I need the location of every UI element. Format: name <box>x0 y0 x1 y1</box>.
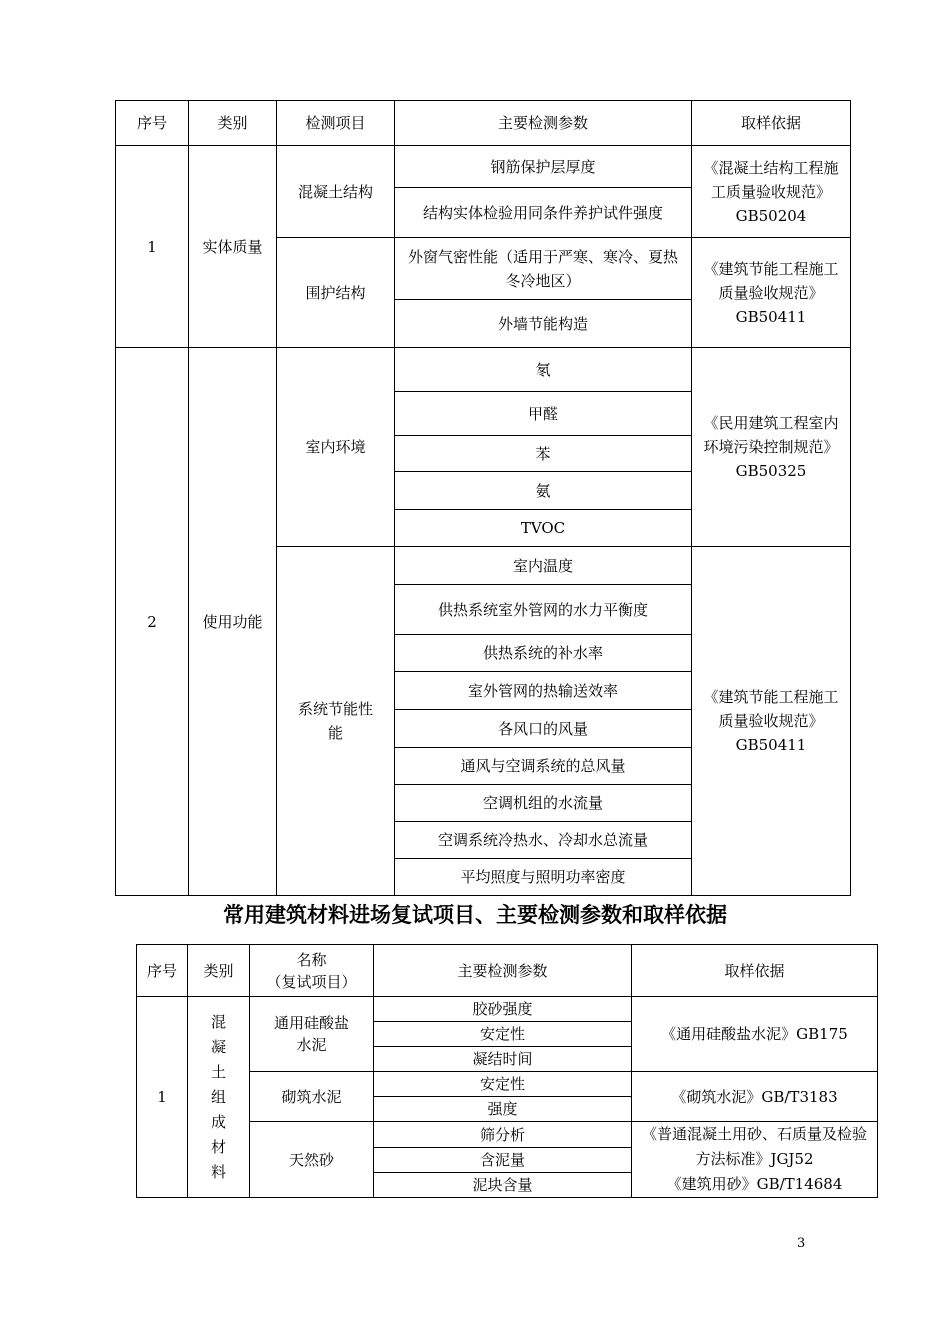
basis-cell: 《建筑节能工程施工质量验收规范》GB50411 <box>692 238 851 348</box>
param-cell: 供热系统室外管网的水力平衡度 <box>395 585 692 635</box>
row-number: 1 <box>137 997 188 1198</box>
param-cell: 空调机组的水流量 <box>395 785 692 822</box>
param-cell: 平均照度与照明功率密度 <box>395 859 692 896</box>
table-header-row <box>137 945 878 997</box>
table-row <box>116 348 851 392</box>
item-name: 天然砂 <box>250 1122 374 1198</box>
table-row <box>116 146 851 188</box>
header-cell: 序号 <box>116 101 189 146</box>
basis-cell: 《通用硅酸盐水泥》GB175 <box>632 997 878 1072</box>
param-cell: 外窗气密性能（适用于严寒、寒冷、夏热冬冷地区） <box>395 238 692 300</box>
param-cell: 通风与空调系统的总风量 <box>395 748 692 785</box>
header-cell: 类别 <box>188 945 250 997</box>
inspection-table <box>115 100 851 896</box>
header-cell: 主要检测参数 <box>395 101 692 146</box>
header-cell: 检测项目 <box>277 101 395 146</box>
basis-cell: 《混凝土结构工程施工质量验收规范》GB50204 <box>692 146 851 238</box>
param-cell: 安定性 <box>374 1022 632 1047</box>
item-name: 砌筑水泥 <box>250 1072 374 1122</box>
table-header-row <box>116 101 851 146</box>
header-cell: 主要检测参数 <box>374 945 632 997</box>
item-name: 通用硅酸盐水泥 <box>250 997 374 1072</box>
param-cell: 各风口的风量 <box>395 710 692 748</box>
param-cell: 外墙节能构造 <box>395 300 692 348</box>
header-cell: 名称 （复试项目） <box>250 945 374 997</box>
basis-cell: 《建筑节能工程施工质量验收规范》GB50411 <box>692 547 851 896</box>
param-cell: 氨 <box>395 472 692 510</box>
materials-table <box>136 944 878 1198</box>
param-cell: 结构实体检验用同条件养护试件强度 <box>395 188 692 238</box>
param-cell: 钢筋保护层厚度 <box>395 146 692 188</box>
param-cell: 甲醛 <box>395 392 692 436</box>
param-cell: 含泥量 <box>374 1148 632 1173</box>
category-cell: 使用功能 <box>189 348 277 896</box>
param-cell: 室外管网的热输送效率 <box>395 672 692 710</box>
header-cell: 序号 <box>137 945 188 997</box>
basis-cell: 《砌筑水泥》GB/T3183 <box>632 1072 878 1122</box>
row-number: 1 <box>116 146 189 348</box>
param-cell: 安定性 <box>374 1072 632 1097</box>
header-cell: 取样依据 <box>692 101 851 146</box>
param-cell: 空调系统冷热水、冷却水总流量 <box>395 822 692 859</box>
param-cell: TVOC <box>395 510 692 547</box>
param-cell: 强度 <box>374 1097 632 1122</box>
item-name: 混凝土结构 <box>277 146 395 238</box>
header-cell: 取样依据 <box>632 945 878 997</box>
row-number: 2 <box>116 348 189 896</box>
page-number: 3 <box>797 1236 806 1251</box>
param-cell: 筛分析 <box>374 1122 632 1148</box>
item-name: 围护结构 <box>277 238 395 348</box>
param-cell: 苯 <box>395 436 692 472</box>
param-cell: 氡 <box>395 348 692 392</box>
item-name: 系统节能性能 <box>277 547 395 896</box>
section-title: 常用建筑材料进场复试项目、主要检测参数和取样依据 <box>223 903 727 927</box>
table-row <box>137 997 878 1022</box>
basis-cell: 《普通混凝土用砂、石质量及检验方法标准》JGJ52 《建筑用砂》GB/T14684 <box>632 1122 878 1198</box>
basis-cell: 《民用建筑工程室内环境污染控制规范》GB50325 <box>692 348 851 547</box>
category-cell: 混凝土组成材料 <box>188 997 250 1198</box>
param-cell: 供热系统的补水率 <box>395 635 692 672</box>
param-cell: 凝结时间 <box>374 1047 632 1072</box>
param-cell: 室内温度 <box>395 547 692 585</box>
param-cell: 胶砂强度 <box>374 997 632 1022</box>
category-cell: 实体质量 <box>189 146 277 348</box>
item-name: 室内环境 <box>277 348 395 547</box>
param-cell: 泥块含量 <box>374 1173 632 1198</box>
header-cell: 类别 <box>189 101 277 146</box>
